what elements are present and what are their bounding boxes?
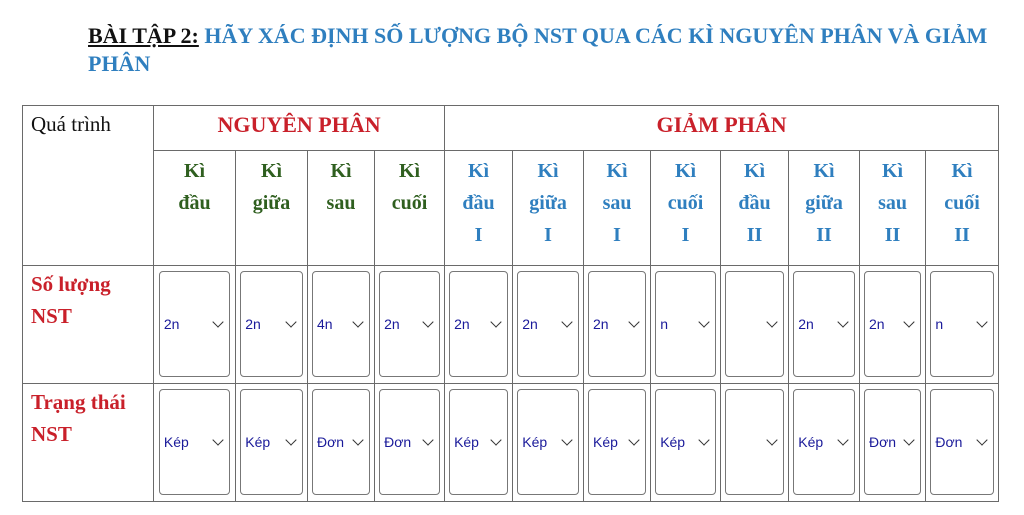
phase-header-line: Kì — [951, 160, 973, 182]
phase-header-line: Kì — [674, 160, 697, 182]
answer-cell — [375, 384, 445, 502]
chevron-down-icon — [837, 434, 848, 445]
answer-dropdown[interactable] — [159, 389, 230, 495]
phase-header-line: Kì — [467, 160, 490, 182]
answer-cell-box — [860, 266, 925, 382]
chevron-down-icon — [628, 434, 639, 445]
answer-dropdown[interactable] — [864, 389, 921, 495]
chevron-down-icon — [766, 434, 777, 445]
chevron-down-icon — [212, 316, 223, 327]
group-header-giam-phan: GIẢM PHÂN — [445, 106, 999, 151]
answer-cell-box — [445, 266, 512, 382]
chevron-down-icon — [976, 434, 987, 445]
exercise-number: BÀI TẬP 2: — [88, 23, 199, 48]
chevron-down-icon — [837, 316, 848, 327]
dropdown-value: Kép — [245, 434, 271, 450]
answer-dropdown[interactable] — [240, 389, 302, 495]
phase-header-line: Kì — [881, 160, 904, 182]
dropdown-value: 2n — [522, 316, 538, 332]
answer-cell — [154, 384, 236, 502]
answer-cell — [513, 266, 584, 384]
phase-header-line: II — [884, 224, 901, 246]
answer-cell-box — [584, 266, 650, 382]
row-label-line: Số lượng — [31, 272, 111, 296]
answer-dropdown[interactable] — [312, 271, 370, 377]
answer-cell-box — [513, 384, 583, 500]
phase-header-line: đầu — [178, 192, 211, 214]
phase-header-line: Kì — [330, 160, 352, 182]
chevron-down-icon — [698, 434, 709, 445]
dropdown-value: 2n — [454, 316, 470, 332]
answer-dropdown[interactable] — [864, 271, 921, 377]
answer-cell-box — [721, 384, 788, 500]
phase-header-line: đầu — [738, 192, 771, 214]
answer-cell — [860, 266, 926, 384]
answer-dropdown[interactable] — [517, 271, 579, 377]
phase-header-8 — [721, 151, 789, 266]
answer-cell-box — [584, 384, 650, 500]
answer-dropdown[interactable] — [449, 271, 508, 377]
dropdown-value: Kép — [454, 434, 479, 450]
chevron-down-icon — [976, 316, 987, 327]
group-header-nguyen-phan: NGUYÊN PHÂN — [154, 106, 445, 151]
answer-dropdown[interactable] — [930, 271, 993, 377]
phase-header-line: I — [613, 224, 621, 246]
answer-dropdown[interactable] — [379, 389, 440, 495]
answer-cell — [721, 384, 789, 502]
phase-header-line — [308, 219, 374, 251]
answer-cell-box — [154, 266, 235, 382]
answer-dropdown[interactable] — [725, 271, 784, 377]
dropdown-value: Kép — [163, 434, 189, 450]
answer-dropdown[interactable] — [793, 389, 855, 495]
answer-cell-box — [445, 384, 512, 500]
chevron-down-icon — [766, 316, 777, 327]
answer-cell-box — [308, 384, 374, 500]
answer-cell — [651, 266, 721, 384]
answer-dropdown[interactable] — [312, 389, 370, 495]
answer-cell — [375, 266, 445, 384]
chevron-down-icon — [561, 434, 572, 445]
chevron-down-icon — [698, 316, 709, 327]
answer-cell-box — [375, 266, 444, 382]
answer-dropdown[interactable] — [517, 389, 579, 495]
phase-header-line: Kì — [606, 160, 628, 182]
dropdown-value: Kép — [522, 434, 548, 450]
answer-dropdown[interactable] — [930, 389, 993, 495]
answer-cell-box — [789, 384, 859, 500]
phase-table — [22, 105, 999, 502]
chevron-down-icon — [212, 434, 223, 445]
phase-header-line — [154, 219, 235, 251]
row-label-line: NST — [31, 422, 72, 446]
phase-header-line: cuối — [944, 192, 980, 214]
answer-cell-box — [651, 384, 720, 500]
answer-cell-box — [154, 384, 235, 500]
chevron-down-icon — [285, 434, 296, 445]
phase-header-1 — [236, 151, 308, 266]
dropdown-value: Đơn — [384, 434, 412, 450]
phase-header-line: I — [474, 224, 483, 246]
dropdown-value: Đơn — [935, 434, 963, 450]
phase-header-0 — [154, 151, 236, 266]
answer-cell — [445, 384, 513, 502]
group-header-row — [23, 106, 999, 151]
answer-cell-box — [236, 266, 307, 382]
row-label — [23, 384, 154, 502]
answer-dropdown[interactable] — [725, 389, 784, 495]
phase-header-3 — [375, 151, 445, 266]
phase-header-line: I — [681, 224, 690, 246]
row-label-line: Trạng thái — [31, 390, 126, 414]
answer-dropdown[interactable] — [588, 271, 646, 377]
chevron-down-icon — [903, 316, 914, 327]
answer-cell — [445, 266, 513, 384]
dropdown-value: 2n — [593, 316, 609, 332]
answer-dropdown[interactable] — [379, 271, 440, 377]
phase-header-line: Kì — [398, 160, 421, 182]
dropdown-value: 2n — [245, 316, 261, 332]
phase-header-line: cuối — [391, 192, 428, 214]
phase-header-2 — [308, 151, 375, 266]
phase-header-line: giữa — [805, 192, 843, 214]
answer-cell-box — [236, 384, 307, 500]
answer-cell-box — [789, 266, 859, 382]
phase-header-line: II — [746, 224, 763, 246]
dropdown-value: 2n — [163, 316, 180, 332]
answer-dropdown[interactable] — [240, 271, 302, 377]
dropdown-value: n — [935, 316, 944, 332]
dropdown-value: 2n — [384, 316, 400, 332]
answer-cell — [789, 384, 860, 502]
row-label-line: NST — [31, 304, 72, 328]
answer-cell — [584, 266, 651, 384]
phase-header-line: II — [954, 224, 970, 246]
chevron-down-icon — [352, 316, 363, 327]
answer-cell — [926, 266, 999, 384]
answer-cell — [721, 266, 789, 384]
exercise-title — [88, 22, 988, 78]
phase-header-line: II — [816, 224, 832, 246]
phase-header-4 — [445, 151, 513, 266]
row-label — [23, 266, 154, 384]
phase-header-line: sau — [602, 192, 632, 214]
chevron-down-icon — [490, 316, 501, 327]
phase-header-line: Kì — [743, 160, 766, 182]
phase-header-line: giữa — [252, 192, 291, 214]
answer-cell-box — [860, 384, 925, 500]
so-luong-nst-row — [23, 266, 999, 384]
chevron-down-icon — [422, 316, 433, 327]
answer-dropdown[interactable] — [159, 271, 230, 377]
answer-dropdown[interactable] — [449, 389, 508, 495]
answer-cell — [154, 266, 236, 384]
answer-dropdown[interactable] — [655, 389, 716, 495]
answer-cell-box — [375, 384, 444, 500]
chevron-down-icon — [628, 316, 639, 327]
phase-header-5 — [513, 151, 584, 266]
answer-dropdown[interactable] — [588, 389, 646, 495]
dropdown-value: Đơn — [868, 434, 897, 450]
chevron-down-icon — [285, 316, 296, 327]
phase-header-line: Kì — [260, 160, 283, 182]
answer-dropdown[interactable] — [793, 271, 855, 377]
dropdown-value: n — [660, 316, 668, 332]
answer-cell — [789, 266, 860, 384]
answer-cell-box — [721, 266, 788, 382]
phase-header-line — [236, 219, 307, 251]
trang-thai-nst-row — [23, 384, 999, 502]
dropdown-value: Kép — [593, 434, 618, 450]
answer-cell — [584, 384, 651, 502]
phase-header-line: cuối — [667, 192, 704, 214]
phase-header-line: I — [544, 224, 552, 246]
chevron-down-icon — [422, 434, 433, 445]
phase-header-10 — [860, 151, 926, 266]
answer-cell — [236, 384, 308, 502]
chevron-down-icon — [490, 434, 501, 445]
phase-header-11 — [926, 151, 999, 266]
answer-cell — [860, 384, 926, 502]
phase-header-line: sau — [878, 192, 907, 214]
answer-cell — [236, 266, 308, 384]
corner-header: Quá trình — [23, 106, 154, 266]
answer-cell-box — [513, 266, 583, 382]
phase-header-line: giữa — [529, 192, 567, 214]
dropdown-value: Kép — [798, 434, 824, 450]
chevron-down-icon — [352, 434, 363, 445]
phase-header-line: Kì — [813, 160, 835, 182]
phase-header-line — [375, 219, 444, 251]
phase-header-6 — [584, 151, 651, 266]
answer-cell — [926, 384, 999, 502]
phase-header-line: Kì — [537, 160, 559, 182]
chevron-down-icon — [561, 316, 572, 327]
chevron-down-icon — [903, 434, 914, 445]
answer-cell-box — [651, 266, 720, 382]
phase-header-line: sau — [326, 192, 356, 214]
phase-header-9 — [789, 151, 860, 266]
dropdown-value: 2n — [798, 316, 814, 332]
phase-header-line: Kì — [183, 160, 206, 182]
dropdown-value: Đơn — [316, 434, 345, 450]
exercise-instruction: HÃY XÁC ĐỊNH SỐ LƯỢNG BỘ NST QUA CÁC KÌ NGUYÊN PHÂN VÀ GIẢM PHÂN — [88, 23, 988, 76]
dropdown-value: 4n — [316, 316, 333, 332]
answer-dropdown[interactable] — [655, 271, 716, 377]
answer-cell-box — [308, 266, 374, 382]
phase-header-line: đầu — [462, 192, 495, 214]
answer-cell — [513, 384, 584, 502]
phase-header-7 — [651, 151, 721, 266]
answer-cell — [308, 266, 375, 384]
dropdown-value: 2n — [868, 316, 885, 332]
answer-cell-box — [926, 384, 998, 500]
phase-header-row — [23, 151, 999, 266]
answer-cell — [651, 384, 721, 502]
dropdown-value: Kép — [660, 434, 686, 450]
answer-cell-box — [926, 266, 998, 382]
answer-cell — [308, 384, 375, 502]
